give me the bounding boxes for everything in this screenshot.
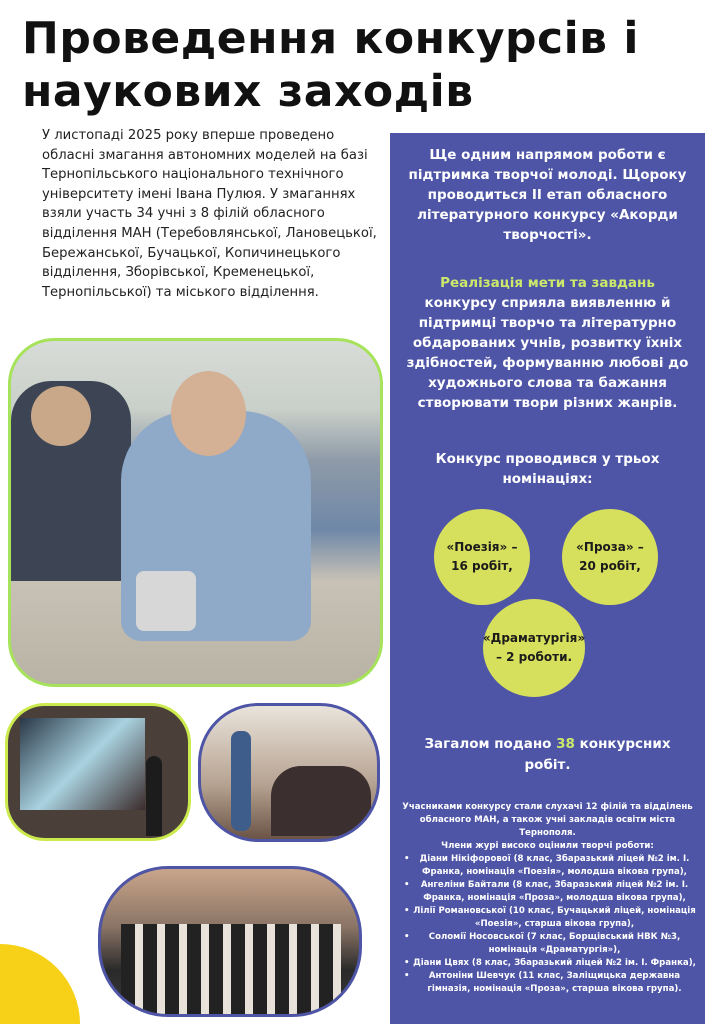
- list-item: • Антоніни Шевчук (11 клас, Заліщицька державна гімназія, номінація «Проза», старша вікова група).: [410, 970, 699, 996]
- decorative-yellow-circle: [0, 944, 80, 1024]
- photo-presentation: [5, 703, 191, 841]
- photo-figure: [271, 766, 371, 836]
- photo-figure: [146, 756, 162, 836]
- nominations-heading: Конкурс проводився у трьох номінаціях:: [435, 451, 660, 487]
- nomination-title: «Проза» –: [576, 540, 644, 554]
- nomination-title: «Поезія» –: [446, 540, 518, 554]
- photo-robotics-students: [8, 338, 383, 687]
- nomination-count: 20 робіт,: [579, 559, 641, 573]
- list-item: • Соломії Носовської (7 клас, Борщівський НВК №3, номінація «Драматургія»),: [410, 931, 699, 957]
- nomination-count: – 2 роботи.: [495, 650, 573, 664]
- photo-audience: [198, 703, 380, 842]
- nomination-title: «Драматургія»: [482, 631, 586, 645]
- intro-paragraph: У листопаді 2025 року вперше проведено обласні змагання автономних моделей на базі Тернопільського національного технічного університету імені Івана Пулюя. У змаганнях взяли участь 34 учні з 8 філій обласного відділення МАН (Теребовлянської, Лановецької, Бережанської, Бучацької, Копичинецького відділення, Зборівської, Кременецької, Тернопільської) та міського відділення.: [42, 128, 377, 300]
- nomination-poetry: [434, 509, 530, 605]
- photo-group-figures: [121, 924, 341, 1014]
- photo-figure: [231, 731, 251, 831]
- photo-figure: [31, 386, 91, 446]
- robot-model: [136, 571, 196, 631]
- panel-intro: Ще одним напрямом роботи є підтримка творчої молоді. Щороку проводиться ІІ етап обласного літературного конкурсу «Акорди творчості».: [408, 147, 687, 243]
- photo-group: [98, 866, 362, 1017]
- total-works: [400, 734, 695, 776]
- list-item: • Діани Нікіфорової (8 клас, Збаразький ліцей №2 ім. І. Франка, номінація «Поезія», молодша вікова група),: [410, 853, 699, 879]
- winners-section: [396, 801, 699, 996]
- total-number: 38: [556, 736, 575, 752]
- nomination-prose: [562, 509, 658, 605]
- list-item: • Діани Цвях (8 клас, Збаразький ліцей №2 ім. І. Франка),: [410, 957, 699, 970]
- nomination-count: 16 робіт,: [451, 559, 513, 573]
- literary-contest-panel: [390, 133, 705, 1024]
- list-item: • Ангеліни Байтали (8 клас, Збаразький ліцей №2 ім. І. Франка, номінація «Проза», молодша вікова група),: [410, 879, 699, 905]
- total-text: Загалом подано: [424, 736, 557, 752]
- list-item: • Лілії Романовської (10 клас, Бучацький ліцей, номінація «Поезія», старша вікова група),: [410, 905, 699, 931]
- nomination-drama: [483, 599, 585, 697]
- total-text: конкурсних робіт.: [524, 736, 671, 773]
- photo-figure: [171, 371, 246, 456]
- participants-text: Учасниками конкурсу стали слухачі 12 філій та відділень обласного МАН, а також учні закладів освіти міста Тернополя.: [402, 802, 693, 838]
- winners-list: [396, 853, 699, 996]
- goals-highlight: Реалізація мети та завдань: [440, 275, 655, 291]
- jury-text: Члени журі високо оцінили творчі роботи:: [441, 841, 654, 851]
- projector-screen: [20, 718, 145, 810]
- page-title: Проведення конкурсів і наукових заходів: [22, 13, 639, 117]
- goals-text: конкурсу сприяла виявленню й підтримці творчо та літературно обдарованих учнів, розвитку їхніх здібностей, формуванню любові до художнього слова та бажання створювати твори різних жанрів.: [406, 295, 689, 411]
- panel-goals: [400, 273, 695, 413]
